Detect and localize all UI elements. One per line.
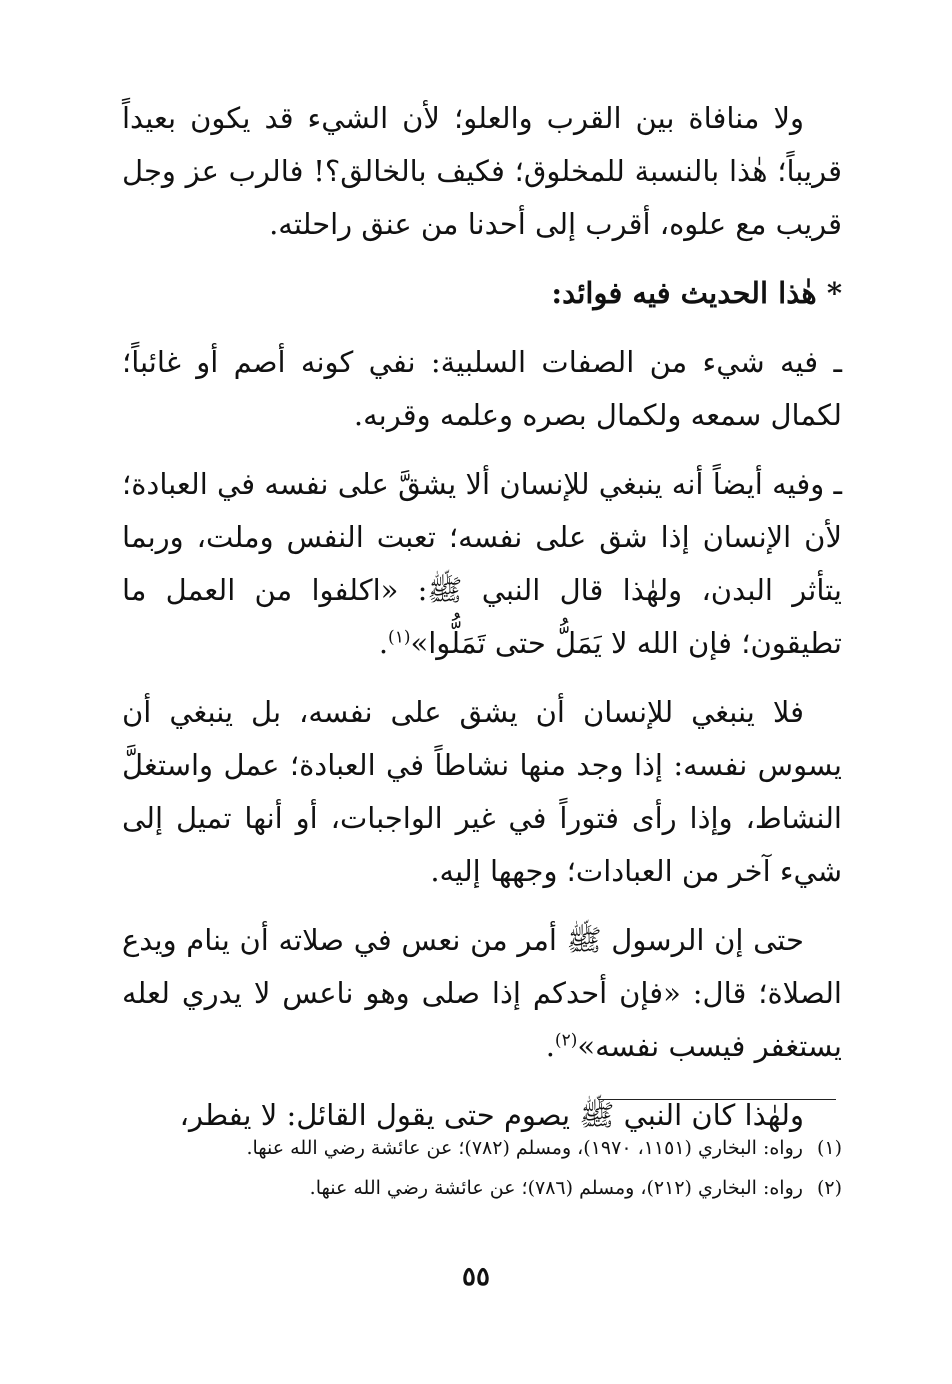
- paragraph-drowsy-prayer: [122, 914, 842, 1073]
- footnotes: [122, 1128, 842, 1208]
- footnote-ref-2: (٢): [554, 1030, 578, 1051]
- footnote-ref-1: (١): [388, 627, 411, 648]
- footnote-separator: [598, 1099, 836, 1100]
- footnote-1: [122, 1128, 842, 1168]
- paragraph-negative-attributes: ـ فيه شيء من الصفات السلبية: نفي كونه أصم أو غائباً؛ لكمال سمعه ولكمال بصره وعلمه وقربه.: [122, 345, 842, 432]
- paragraph-not-overburdening: [122, 458, 842, 670]
- paragraph-not-overburdening-text: ـ وفيه أيضاً أنه ينبغي للإنسان ألا يشقَّ على نفسه في العبادة؛ لأن الإنسان إذا شق على نفسه؛ تعبت النفس وملت، وربما يتأثر البدن، ولهٰذا قال النبي ﷺ: «اكلفوا من العمل ما تطيقون؛ فإن الله لا يَمَلُّ حتى تَمَلُّوا»: [122, 467, 842, 660]
- benefits-heading: * هٰذا الحديث فيه فوائد:: [551, 276, 842, 310]
- footnote-2-number: (٢): [816, 1177, 842, 1199]
- main-text: [122, 92, 842, 1158]
- footnote-1-text: رواه: البخاري (١١٥١، ١٩٧٠)، ومسلم (٧٨٢)؛ عن عائشة رضي الله عنها.: [246, 1137, 803, 1159]
- footnote-2: [122, 1168, 842, 1208]
- footnote-1-number: (١): [816, 1137, 842, 1159]
- footnote-ref-2-punct: .: [545, 1029, 555, 1063]
- paragraph-managing-the-self: فلا ينبغي للإنسان أن يشق على نفسه، بل ينبغي أن يسوس نفسه: إذا وجد منها نشاطاً في العبادة؛ عمل واستغلَّ النشاط، وإذا رأى فتوراً في غير الواجبات، أو أنها تميل إلى شيء آخر من العبادات؛ وجهها إليه.: [122, 695, 842, 888]
- paragraph-nearness-and-highness: ولا منافاة بين القرب والعلو؛ لأن الشيء قد يكون بعيداً قريباً؛ هٰذا بالنسبة للمخلوق؛ فكيف بالخالق؟! فالرب عز وجل قريب مع علوه، أقرب إلى أحدنا من عنق راحلته.: [122, 101, 842, 241]
- paragraph-fasting: ولهٰذا كان النبي ﷺ يصوم حتى يقول القائل: لا يفطر،: [179, 1098, 804, 1132]
- page-number: ٥٥: [462, 1262, 490, 1292]
- footnote-2-text: رواه: البخاري (٢١٢)، ومسلم (٧٨٦)؛ عن عائشة رضي الله عنها.: [309, 1177, 803, 1199]
- footnote-ref-1-punct: .: [378, 626, 389, 660]
- paragraph-drowsy-prayer-text: حتى إن الرسول ﷺ أمر من نعس في صلاته أن ينام ويدع الصلاة؛ قال: «فإن أحدكم إذا صلى وهو ناعس لا يدري لعله يستغفر فيسب نفسه»: [122, 923, 842, 1063]
